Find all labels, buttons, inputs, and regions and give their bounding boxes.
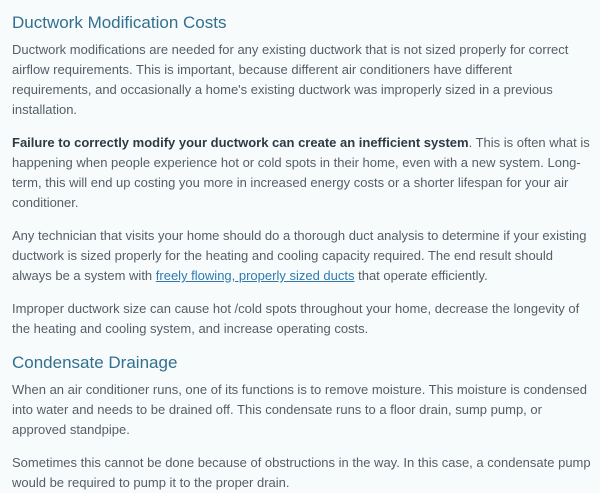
sized-ducts-link[interactable]: freely flowing, properly sized ducts xyxy=(155,268,355,283)
section-heading-ductwork: Ductwork Modification Costs xyxy=(12,13,227,32)
paragraph-improper-size: Improper ductwork size can cause hot /cold spots throughout your home, decrease the longevity of the heating and cooling system, and increase operating costs. xyxy=(12,301,580,336)
paragraph-ductwork-intro: Ductwork modifications are needed for any existing ductwork that is not sized properly for correct airflow requirements. This is important, because different air conditioners have different requirements, and occasionally a home's existing ductwork was improperly sized in a previous installation. xyxy=(12,42,569,117)
paragraph-duct-analysis xyxy=(12,226,592,286)
bold-warning: Failure to correctly modify your ductwork can create an inefficient system xyxy=(12,135,469,150)
paragraph-condensate-pump: Sometimes this cannot be done because of obstructions in the way. In this case, a condensate pump would be required to pump it to the proper drain. xyxy=(12,455,591,490)
paragraph-ductwork-failure xyxy=(12,133,592,213)
section-heading-condensate: Condensate Drainage xyxy=(12,353,178,372)
paragraph-condensate-intro: When an air conditioner runs, one of its functions is to remove moisture. This moisture is condensed into water and needs to be drained off. This condensate runs to a floor drain, sump pump, or approved standpipe. xyxy=(12,382,587,437)
paragraph-ductwork-failure-text: . This is often what is happening when people experience hot or cold spots in their home, even with a new system. Long-term, this will end up costing you more in increased energy costs or a shorter lifespan for your air conditioner. xyxy=(12,135,590,210)
paragraph-duct-analysis-text: Any technician that visits your home should do a thorough duct analysis to determine if your existing ductwork is sized properly for the heating and cooling capacity required. The end result should always be a system with xyxy=(12,228,587,283)
paragraph-duct-analysis-end: that operate efficiently. xyxy=(354,268,488,283)
